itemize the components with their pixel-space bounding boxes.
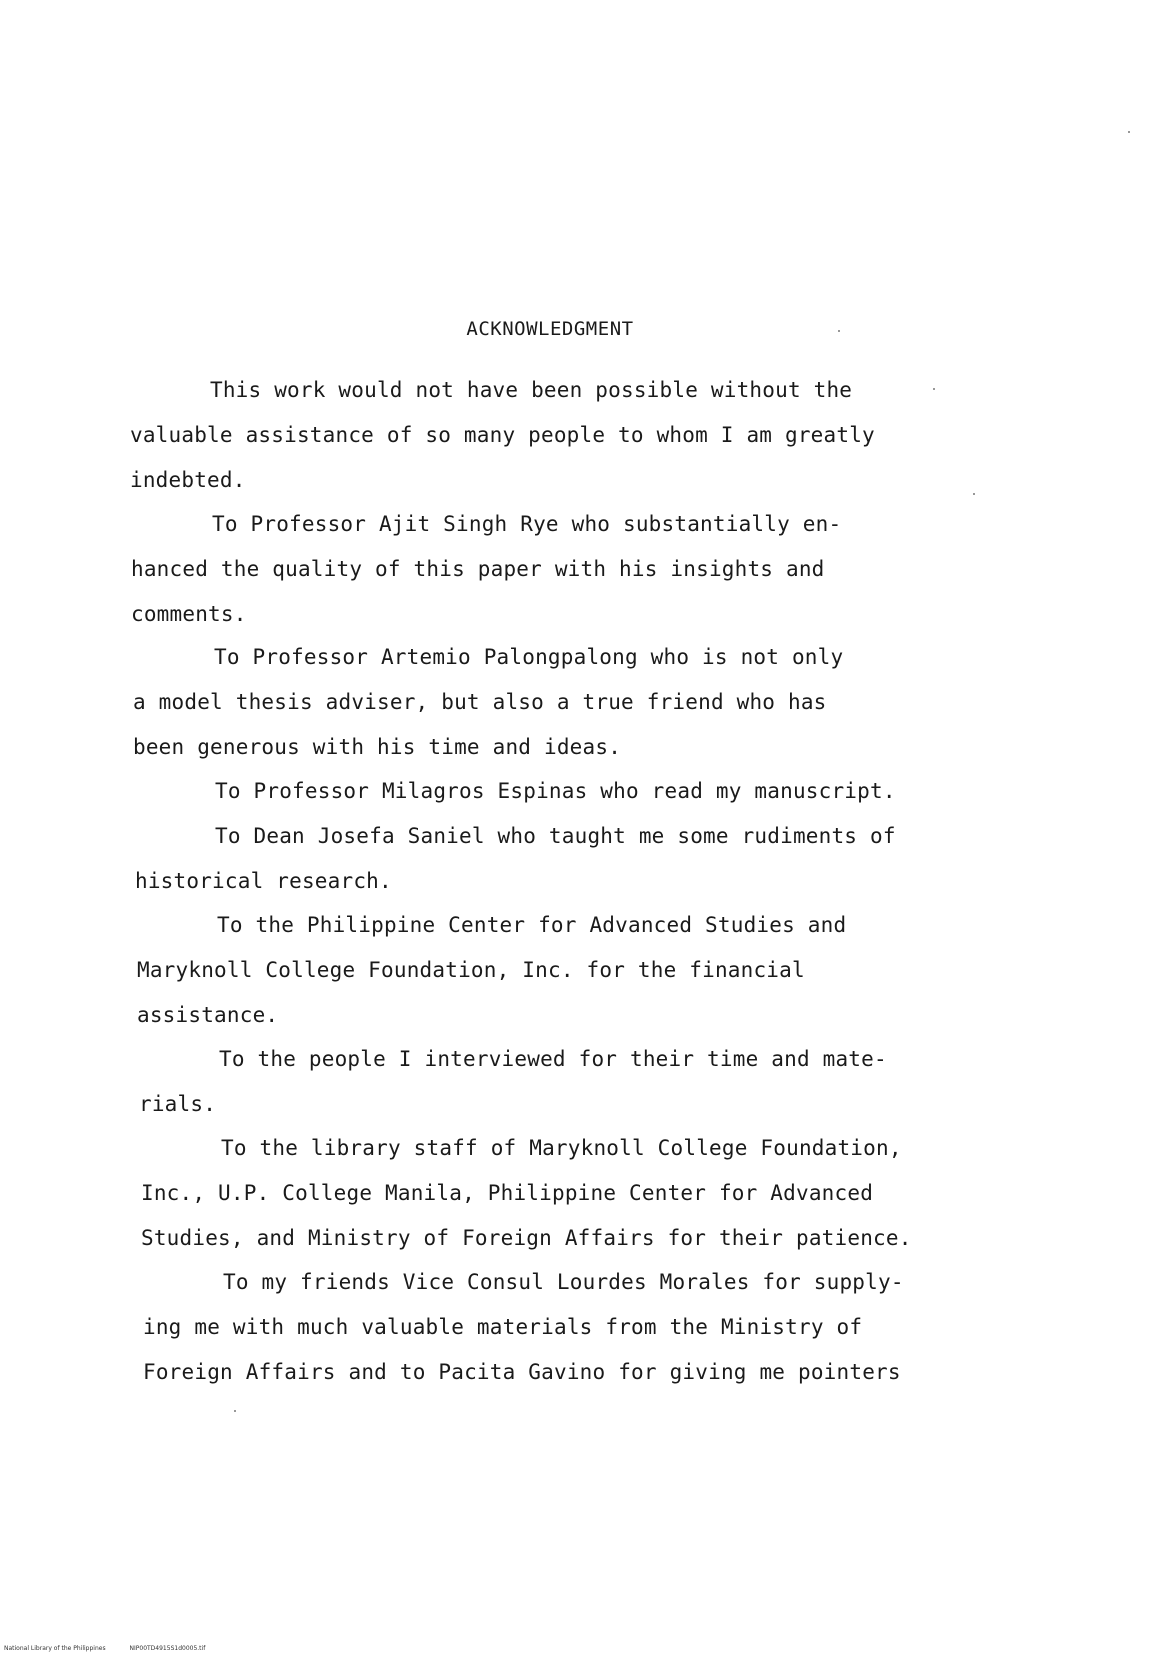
body-line: This work would not have been possible without the bbox=[210, 378, 853, 402]
body-line: a model thesis adviser, but also a true friend who has bbox=[133, 690, 827, 714]
scan-speck bbox=[234, 1410, 236, 1412]
body-line: assistance. bbox=[137, 1003, 279, 1027]
body-line: rials. bbox=[139, 1092, 217, 1116]
scan-footer bbox=[4, 1645, 227, 1652]
body-line: historical research. bbox=[135, 869, 392, 893]
body-line: indebted. bbox=[130, 468, 246, 492]
body-line: Studies, and Ministry of Foreign Affairs for their patience. bbox=[141, 1226, 912, 1250]
body-line: hanced the quality of this paper with his insights and bbox=[131, 557, 825, 581]
scan-speck bbox=[838, 330, 840, 332]
body-line: ing me with much valuable materials from the Ministry of bbox=[143, 1315, 863, 1339]
body-line: To Dean Josefa Saniel who taught me some rudiments of bbox=[215, 824, 896, 848]
body-line: To Professor Ajit Singh Rye who substantially en- bbox=[212, 512, 842, 536]
body-line: To my friends Vice Consul Lourdes Morales for supply- bbox=[223, 1270, 904, 1294]
scan-speck bbox=[1128, 131, 1130, 133]
file-id: NIP00TD4915S1d0005.tif bbox=[129, 1645, 206, 1652]
library-credit: National Library of the Philippines bbox=[4, 1645, 106, 1652]
body-line: Maryknoll College Foundation, Inc. for the financial bbox=[137, 958, 805, 982]
body-line: valuable assistance of so many people to whom I am greatly bbox=[130, 423, 875, 447]
body-line: Inc., U.P. College Manila, Philippine Center for Advanced bbox=[141, 1181, 874, 1205]
body-line: been generous with his time and ideas. bbox=[133, 735, 622, 759]
body-line: To Professor Milagros Espinas who read my manuscript. bbox=[215, 779, 896, 803]
body-line: To Professor Artemio Palongpalong who is not only bbox=[214, 645, 844, 669]
body-line: To the library staff of Maryknoll College Foundation, bbox=[221, 1136, 902, 1160]
body-line: To the Philippine Center for Advanced Studies and bbox=[217, 913, 847, 937]
body-line: Foreign Affairs and to Pacita Gavino for giving me pointers bbox=[143, 1360, 901, 1384]
scan-speck bbox=[933, 388, 935, 390]
page-title: ACKNOWLEDGMENT bbox=[466, 318, 634, 340]
body-line: comments. bbox=[131, 602, 247, 626]
scan-speck bbox=[973, 493, 975, 495]
body-line: To the people I interviewed for their time and mate- bbox=[219, 1047, 887, 1071]
